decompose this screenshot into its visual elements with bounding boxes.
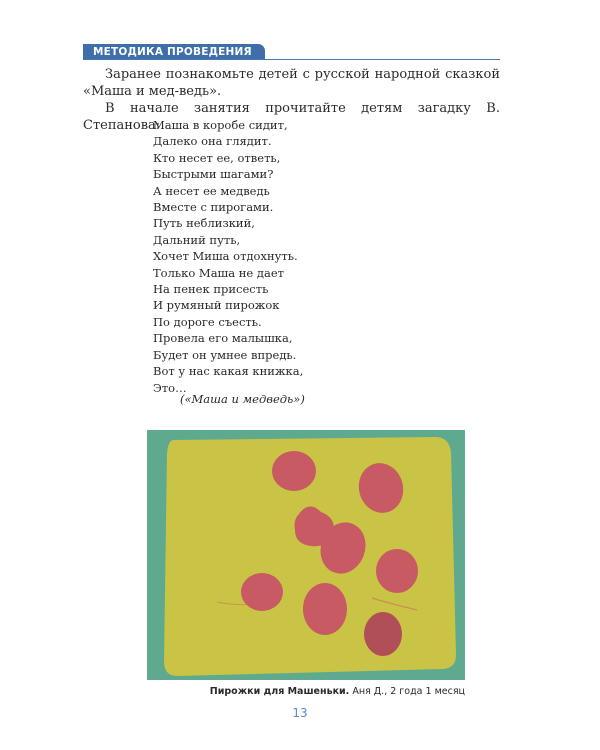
poem-line: На пенек присесть	[153, 282, 269, 297]
pie	[272, 451, 316, 491]
header-divider	[83, 59, 500, 60]
pie	[364, 612, 402, 656]
artwork-illustration	[147, 430, 465, 680]
poem-line: Быстрыми шагами?	[153, 167, 274, 182]
poem-line: А несет ее медведь	[153, 183, 270, 198]
poem-line: Маша в коробе сидит,	[153, 118, 288, 132]
poem-line: Кто несет ее, ответь,	[153, 150, 281, 165]
section-header	[83, 44, 265, 60]
pie	[376, 549, 418, 593]
page-number: 13	[292, 706, 308, 720]
poem-answer: («Маша и медведь»)	[180, 392, 305, 406]
riddle-intro-text: В начале занятия прочитайте детям загадку В. Степанова:	[83, 101, 500, 133]
poem-line: Путь неблизкий,	[153, 216, 255, 231]
caption-author: Аня Д., 2 года 1 месяц	[349, 686, 465, 697]
poem-line: Провела его малышка,	[153, 331, 293, 346]
poem-line: По дороге съесть.	[153, 314, 262, 329]
poem-line: Вместе с пирогами.	[153, 200, 274, 215]
poem-line: Это…	[153, 380, 187, 395]
caption-title: Пирожки для Машеньки.	[209, 686, 350, 697]
intro-paragraph	[83, 66, 500, 100]
artwork-caption	[147, 686, 465, 697]
section-title: МЕТОДИКА ПРОВЕДЕНИЯ	[93, 46, 252, 58]
intro-paragraph-text: Заранее познакомьте детей с русской народной сказкой «Маша и мед-ведь».	[83, 67, 500, 99]
poem-line: Дальний путь,	[153, 232, 241, 247]
poem-line: Будет он умнее впредь.	[153, 347, 297, 362]
poem-line: Далеко она глядит.	[153, 134, 272, 149]
poem-line: Только Маша не дает	[153, 265, 284, 280]
pie	[303, 583, 347, 635]
pie	[241, 573, 283, 611]
poem-line: Вот у нас какая книжка,	[153, 364, 304, 379]
poem-line: Хочет Миша отдохнуть.	[153, 249, 298, 264]
poem-line: И румяный пирожок	[153, 298, 280, 313]
riddle-poem	[153, 117, 303, 396]
child-artwork	[147, 430, 465, 680]
